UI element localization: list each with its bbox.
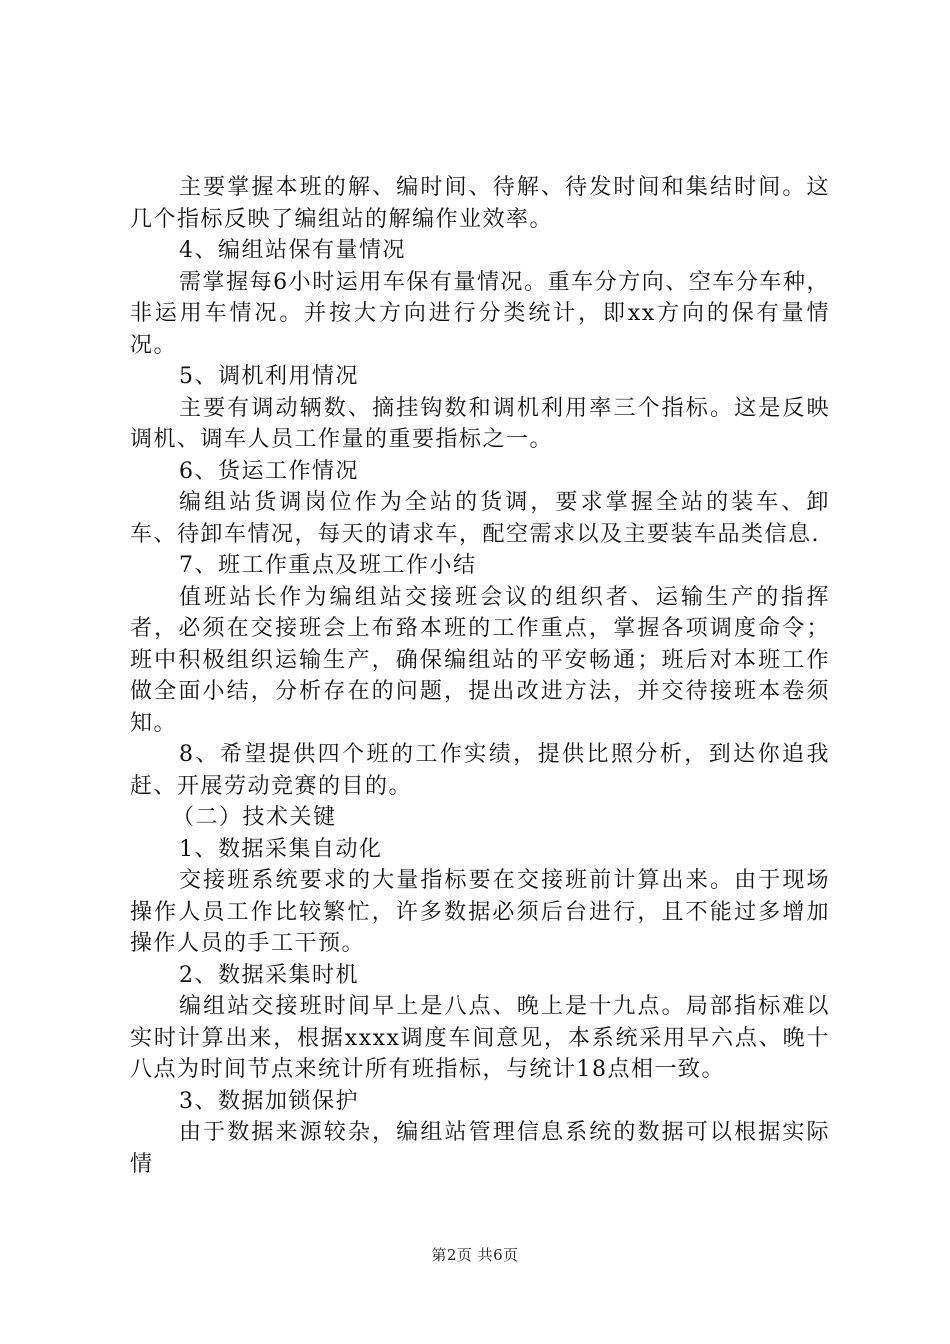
- body-paragraph: 8、希望提供四个班的工作实绩，提供比照分析，到达你追我赶、开展劳动竞赛的目的。: [130, 742, 830, 799]
- section-heading: 7、班工作重点及班工作小结: [179, 553, 477, 578]
- document-body: [130, 172, 830, 1180]
- body-paragraph: 编组站交接班时间早上是八点、晚上是十九点。局部指标难以实时计算出来，根据xxxx调度车间意见，本系统采用早六点、晚十八点为时间节点来统计所有班指标，与统计18点相一致。: [130, 994, 830, 1082]
- body-paragraph: 由于数据来源较杂，编组站管理信息系统的数据可以根据实际情: [130, 1120, 830, 1177]
- chapter-heading: （二）技术关键: [172, 805, 337, 830]
- page-number-footer: 第2页 共6页: [431, 1246, 519, 1264]
- section-heading: 5、调机利用情况: [179, 364, 359, 389]
- body-paragraph: 编组站货调岗位作为全站的货调，要求掌握全站的装车、卸车、待卸车情况，每天的请求车，配空需求以及主要装车品类信息.: [130, 490, 830, 547]
- body-paragraph: 需掌握每6小时运用车保有量情况。重车分方向、空车分车种，非运用车情况。并按大方向进行分类统计，即xx方向的保有量情况。: [130, 269, 830, 358]
- section-heading: 6、货运工作情况: [179, 458, 359, 484]
- section-heading: 3、数据加锁保护: [179, 1088, 359, 1114]
- body-paragraph: 主要有调动辆数、摘挂钩数和调机利用率三个指标。这是反映调机、调车人员工作量的重要指标之一。: [130, 395, 830, 452]
- section-heading: 2、数据采集时机: [179, 962, 359, 988]
- section-heading: 1、数据采集自动化: [179, 836, 383, 862]
- body-paragraph: 交接班系统要求的大量指标要在交接班前计算出来。由于现场操作人员工作比较繁忙，许多数据必须后台进行，且不能过多增加操作人员的手工干预。: [130, 868, 830, 956]
- section-heading: 4、编组站保有量情况: [179, 238, 406, 263]
- body-paragraph: 值班站长作为编组站交接班会议的组织者、运输生产的指挥者，必须在交接班会上布臵本班的工作重点，掌握各项调度命令；班中积极组织运输生产，确保编组站的平安畅通；班后对本班工作做全面小结，分析存在的问题，提出改进方法，并交待接班本卷须知。: [130, 584, 830, 736]
- body-paragraph: 主要掌握本班的解、编时间、待解、待发时间和集结时间。这几个指标反映了编组站的解编作业效率。: [130, 175, 830, 232]
